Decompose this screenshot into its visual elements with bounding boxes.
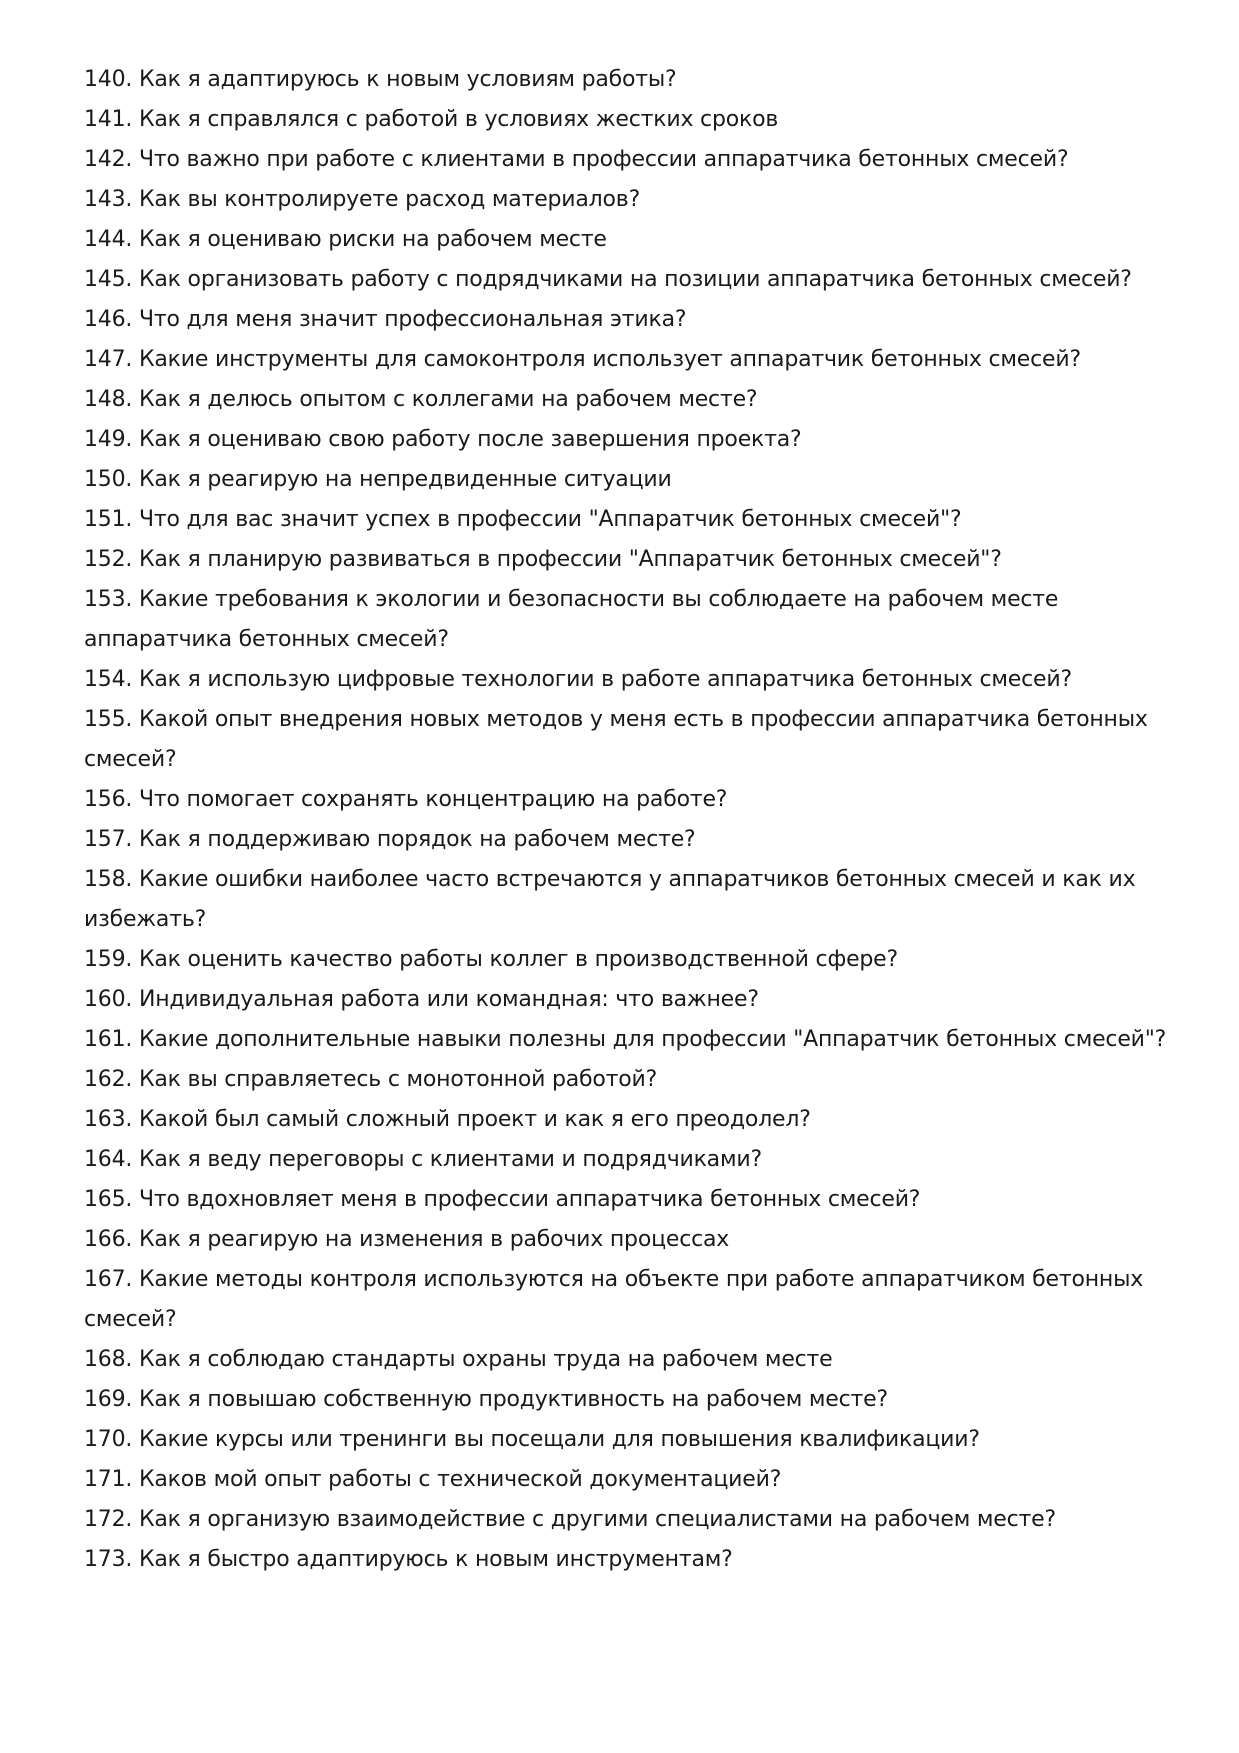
- question-item: 156. Что помогает сохранять концентрацию на работе?: [84, 787, 728, 812]
- question-item: 148. Как я делюсь опытом с коллегами на рабочем месте?: [84, 387, 758, 412]
- question-item: 157. Как я поддерживаю порядок на рабочем месте?: [84, 827, 696, 852]
- question-item: 141. Как я справлялся с работой в условиях жестких сроков: [84, 107, 779, 132]
- question-item: 162. Как вы справляетесь с монотонной работой?: [84, 1067, 658, 1092]
- question-item: 170. Какие курсы или тренинги вы посещали для повышения квалификации?: [84, 1427, 980, 1452]
- question-item: 149. Как я оцениваю свою работу после завершения проекта?: [84, 427, 802, 452]
- question-item: 140. Как я адаптируюсь к новым условиям работы?: [84, 67, 677, 92]
- question-item: 160. Индивидуальная работа или командная: что важнее?: [84, 987, 759, 1012]
- question-item: 163. Какой был самый сложный проект и как я его преодолел?: [84, 1107, 811, 1132]
- question-item: 155. Какой опыт внедрения новых методов у меня есть в профессии аппаратчика бетонных смесей?: [84, 707, 1148, 772]
- question-item: 154. Как я использую цифровые технологии в работе аппаратчика бетонных смесей?: [84, 667, 1072, 692]
- question-item: 150. Как я реагирую на непредвиденные ситуации: [84, 467, 672, 492]
- question-item: 168. Как я соблюдаю стандарты охраны труда на рабочем месте: [84, 1347, 833, 1372]
- question-item: 142. Что важно при работе с клиентами в профессии аппаратчика бетонных смесей?: [84, 147, 1069, 172]
- question-item: 145. Как организовать работу с подрядчиками на позиции аппаратчика бетонных смесей?: [84, 267, 1132, 292]
- question-item: 146. Что для меня значит профессиональная этика?: [84, 307, 687, 332]
- question-list: [84, 60, 1169, 1580]
- question-item: 158. Какие ошибки наиболее часто встречаются у аппаратчиков бетонных смесей и как их избежать?: [84, 867, 1136, 932]
- question-item: 144. Как я оцениваю риски на рабочем месте: [84, 227, 607, 252]
- question-item: 171. Каков мой опыт работы с технической документацией?: [84, 1467, 782, 1492]
- question-item: 153. Какие требования к экологии и безопасности вы соблюдаете на рабочем месте аппаратчика бетонных смесей?: [84, 587, 1059, 652]
- question-item: 172. Как я организую взаимодействие с другими специалистами на рабочем месте?: [84, 1507, 1056, 1532]
- question-item: 151. Что для вас значит успех в профессии "Аппаратчик бетонных смесей"?: [84, 507, 962, 532]
- question-item: 165. Что вдохновляет меня в профессии аппаратчика бетонных смесей?: [84, 1187, 921, 1212]
- question-item: 167. Какие методы контроля используются на объекте при работе аппаратчиком бетонных смесей?: [84, 1267, 1144, 1332]
- question-item: 164. Как я веду переговоры с клиентами и подрядчиками?: [84, 1147, 762, 1172]
- question-item: 152. Как я планирую развиваться в профессии "Аппаратчик бетонных смесей"?: [84, 547, 1002, 572]
- question-item: 169. Как я повышаю собственную продуктивность на рабочем месте?: [84, 1387, 888, 1412]
- question-item: 159. Как оценить качество работы коллег в производственной сфере?: [84, 947, 898, 972]
- question-item: 143. Как вы контролируете расход материалов?: [84, 187, 641, 212]
- question-item: 173. Как я быстро адаптируюсь к новым инструментам?: [84, 1547, 733, 1572]
- question-item: 166. Как я реагирую на изменения в рабочих процессах: [84, 1227, 730, 1252]
- question-item: 147. Какие инструменты для самоконтроля использует аппаратчик бетонных смесей?: [84, 347, 1081, 372]
- question-item: 161. Какие дополнительные навыки полезны для профессии "Аппаратчик бетонных смесей"?: [84, 1027, 1167, 1052]
